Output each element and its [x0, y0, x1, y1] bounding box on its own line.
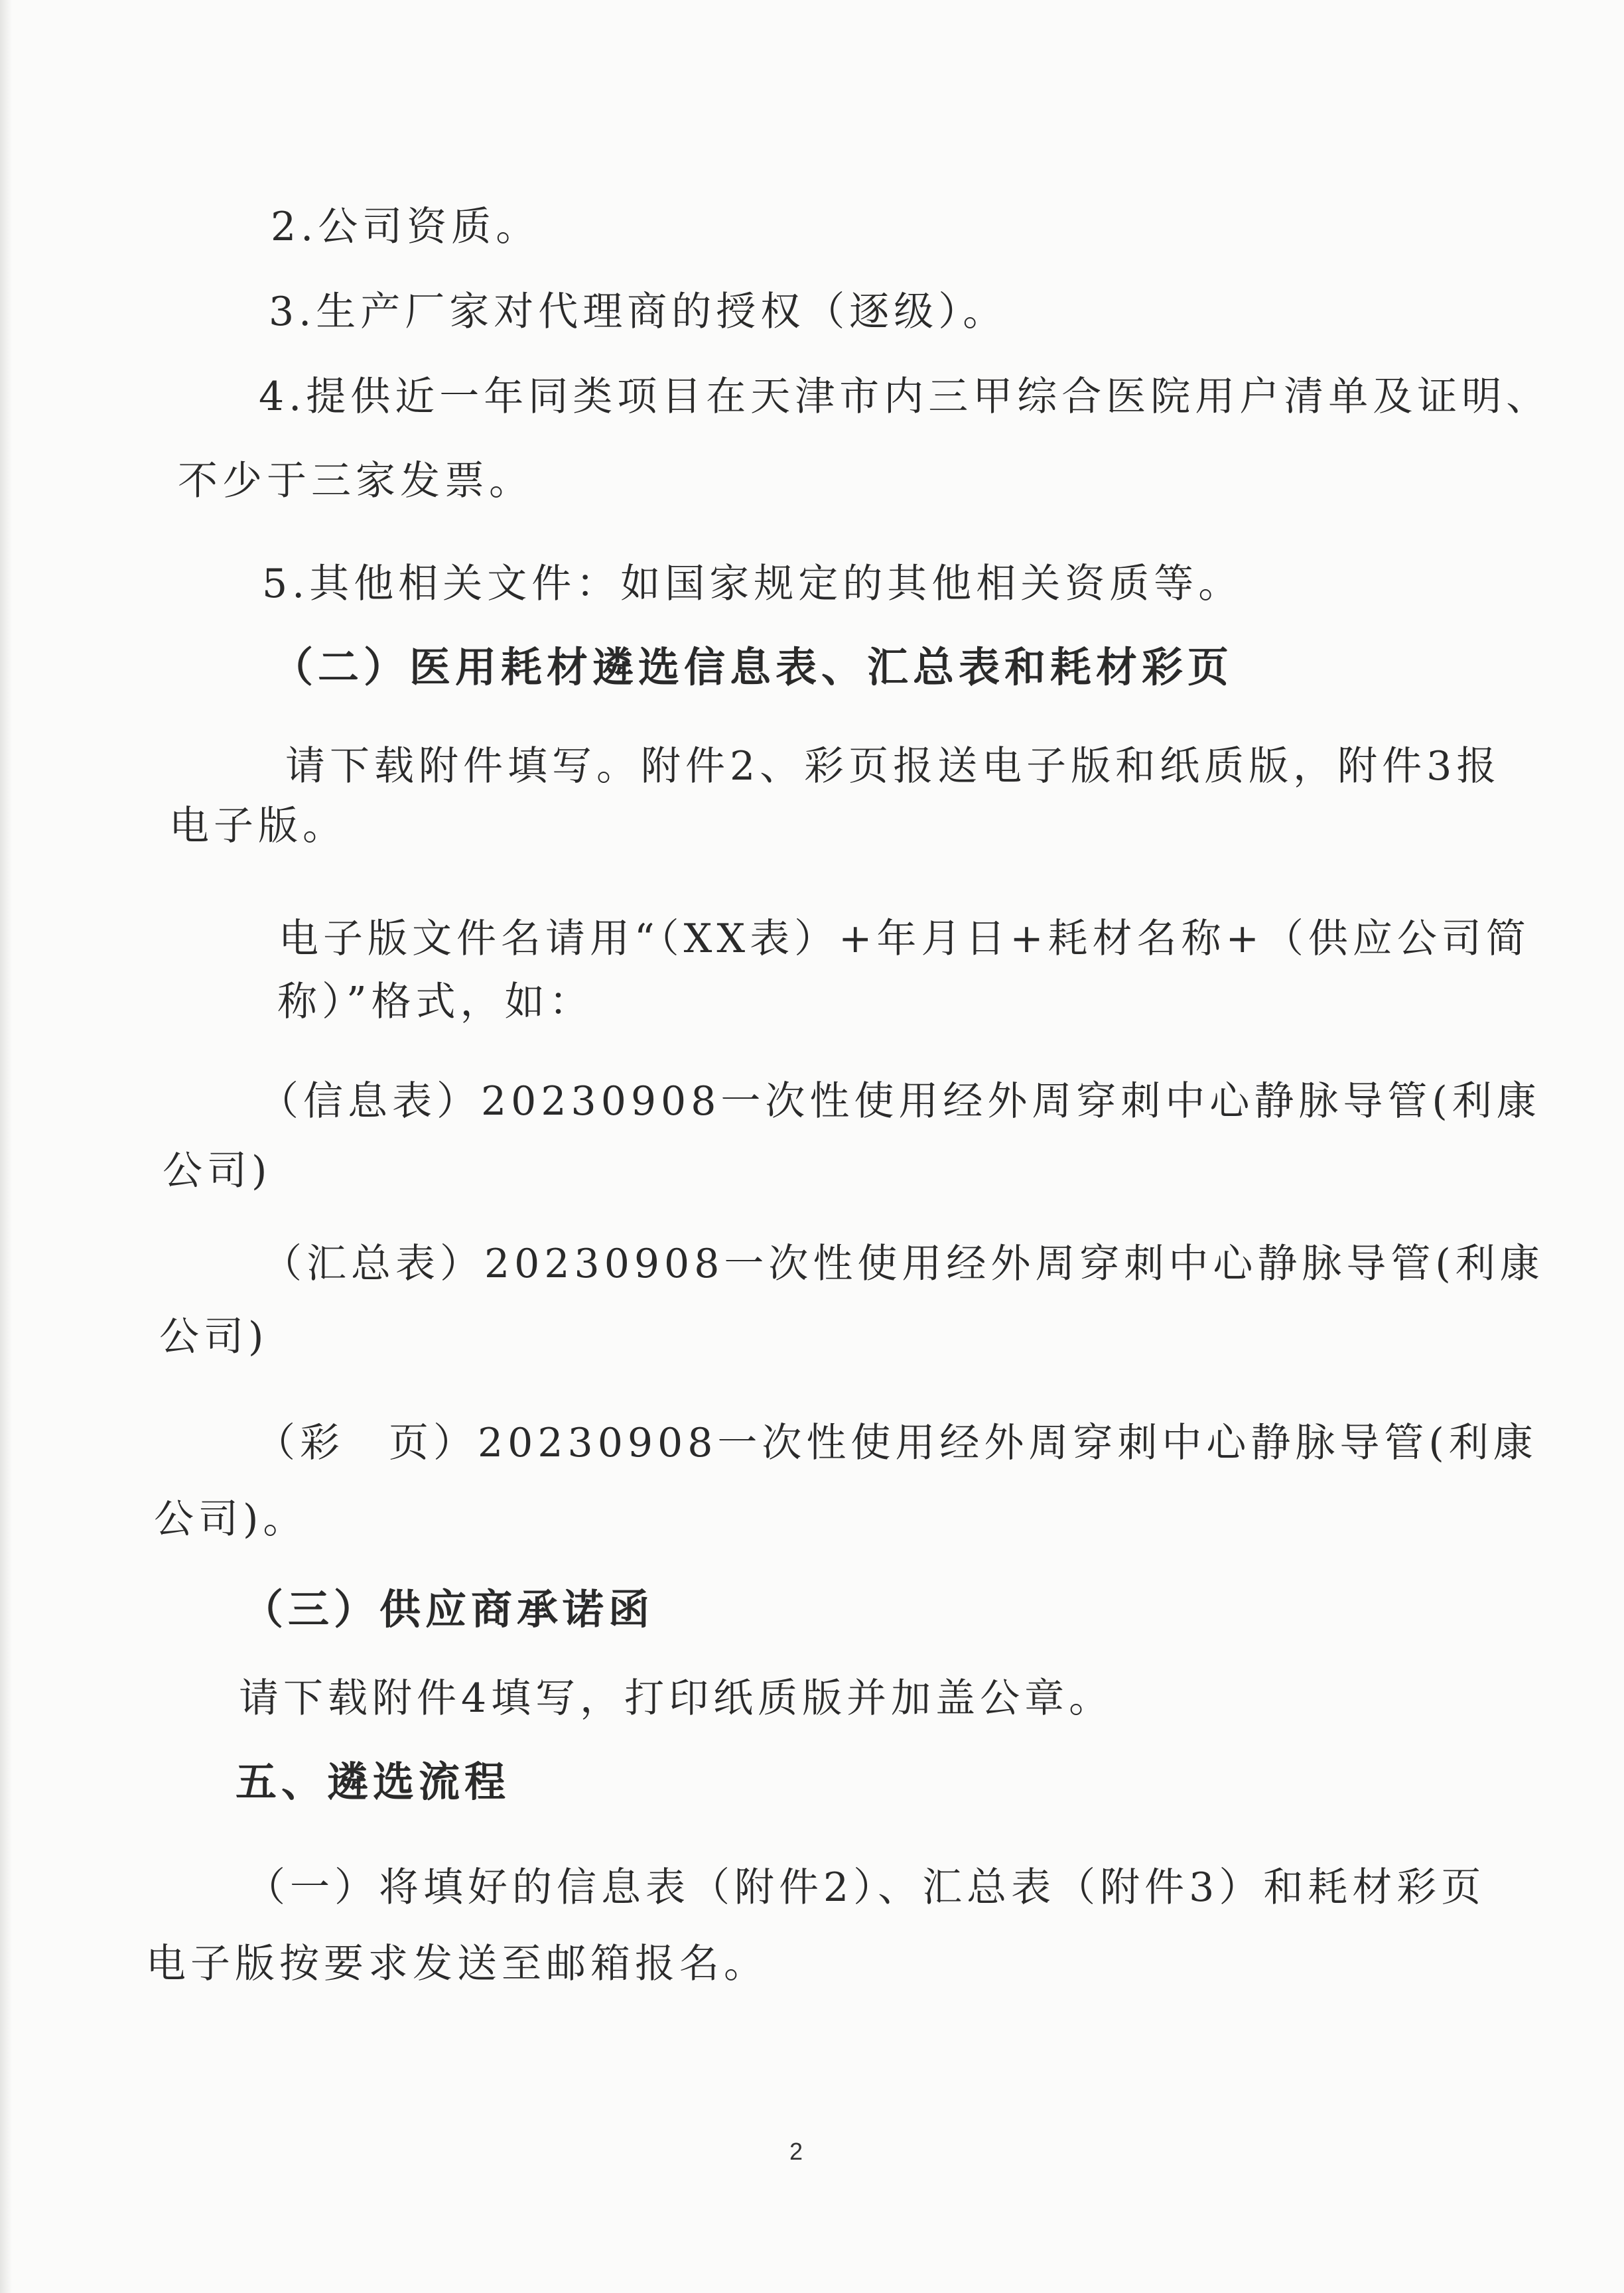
text-line: 公司): [163, 1148, 272, 1194]
page-number: 2: [789, 2138, 803, 2165]
scan-edge: [0, 0, 12, 2293]
text-line: 请下载附件填写。附件2、彩页报送电子版和纸质版，附件3报: [285, 743, 1501, 790]
text-line: 请下载附件4填写，打印纸质版并加盖公章。: [239, 1675, 1114, 1722]
text-line: 称）”格式，如：: [277, 979, 594, 1025]
text-line: 公司): [159, 1314, 269, 1360]
text-line: 3.生产厂家对代理商的授权（逐级）。: [269, 289, 1008, 335]
text-line: 4.提供近一年同类项目在天津市内三甲综合医院用户清单及证明、: [259, 374, 1551, 420]
section-heading: （二）医用耗材遴选信息表、汇总表和耗材彩页: [272, 643, 1234, 691]
text-line: 公司)。: [154, 1496, 308, 1543]
text-line: （彩 页）20230908一次性使用经外周穿刺中心静脉导管(利康: [255, 1420, 1538, 1466]
text-line: 电子版。: [169, 803, 347, 849]
text-line: （一）将填好的信息表（附件2）、汇总表（附件3）和耗材彩页: [245, 1864, 1486, 1911]
text-line: （汇总表）20230908一次性使用经外周穿刺中心静脉导管(利康: [262, 1241, 1544, 1287]
text-line: 5.其他相关文件：如国家规定的其他相关资质等。: [262, 561, 1243, 607]
section-heading: 五、遴选流程: [236, 1758, 511, 1806]
text-line: 电子版按要求发送至邮箱报名。: [146, 1941, 768, 1987]
text-line: 电子版文件名请用“（XX表）+年月日+耗材名称+（供应公司简: [279, 916, 1530, 962]
text-line: 2.公司资质。: [271, 204, 541, 250]
section-heading: （三）供应商承诺函: [242, 1585, 655, 1633]
text-line: 不少于三家发票。: [178, 458, 533, 504]
text-line: （信息表）20230908一次性使用经外周穿刺中心静脉导管(利康: [259, 1078, 1541, 1125]
